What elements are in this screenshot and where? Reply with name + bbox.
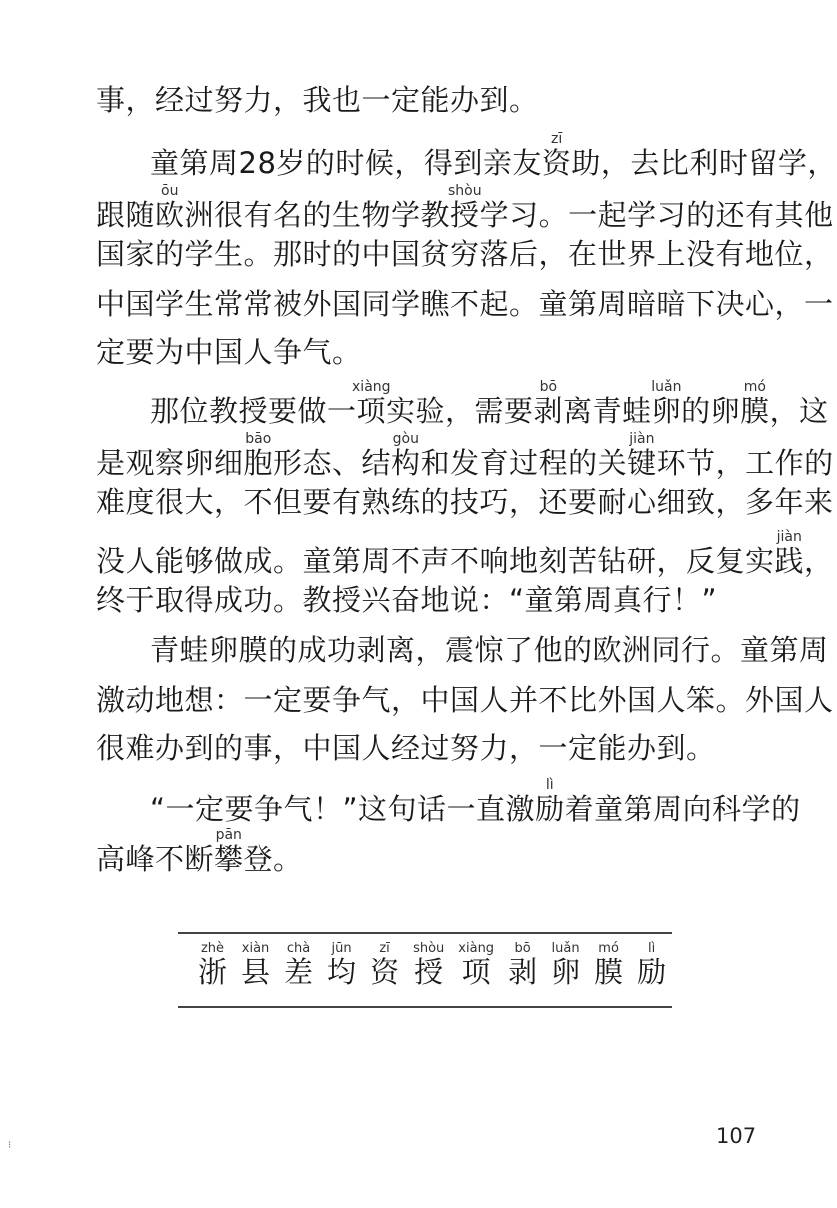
pinyin: mó xyxy=(740,379,770,395)
vocab-char: 励lì xyxy=(637,941,667,989)
page-number: 107 xyxy=(716,1124,757,1148)
pinyin: jūn xyxy=(327,941,357,956)
text-span: 青蛙卵膜的成功剥离，震惊了他的欧洲同行。童第周 xyxy=(150,633,829,667)
vocab-list xyxy=(198,942,666,991)
vocab-char: 浙zhè xyxy=(198,941,228,989)
vocab-char: 项xiàng xyxy=(458,941,495,989)
pinyin: xiàng xyxy=(458,941,495,956)
text-line xyxy=(96,828,756,879)
text-span: 童第周28岁的时候，得到亲友 xyxy=(150,146,542,180)
text-span: 定要为中国人争气。 xyxy=(96,335,362,369)
text-span: 是观察卵细 xyxy=(96,446,244,480)
pinyin: luǎn xyxy=(651,379,682,395)
pinyin: lì xyxy=(637,941,667,956)
text-line xyxy=(96,234,834,274)
pinyin: gòu xyxy=(391,431,421,447)
text-span: 环节，工作的 xyxy=(656,446,834,480)
text-span: 没人能够做成。童第周不声不响地刻苦钻研，反复实 xyxy=(96,544,775,578)
pinyin: pān xyxy=(214,827,244,843)
pinyin: zī xyxy=(541,131,572,147)
vocab-char: 差chà xyxy=(284,941,314,989)
text-span: 学习。一起学习的还有其他 xyxy=(479,198,834,232)
pinyin: jiàn xyxy=(627,431,657,447)
annotated-char: 攀pān xyxy=(214,827,244,876)
text-line xyxy=(150,630,829,670)
pinyin: jiàn xyxy=(774,529,805,545)
pinyin: shòu xyxy=(413,941,445,956)
text-line xyxy=(96,183,834,235)
annotated-char: 剥bō xyxy=(533,379,564,428)
text-line xyxy=(96,580,756,620)
text-span: ， xyxy=(804,544,834,578)
vocab-char: 县xiàn xyxy=(241,941,271,989)
vocab-char: 卵luǎn xyxy=(551,941,581,989)
text-span: 助，去比利时留学， xyxy=(571,146,837,180)
bottom-rule xyxy=(178,1006,672,1008)
vocab-char: 授shòu xyxy=(413,941,445,989)
text-span: 难度很大，不但要有熟练的技巧，还要耐心细致，多年来 xyxy=(96,485,834,519)
pinyin: bō xyxy=(508,941,538,956)
annotated-char: 授shòu xyxy=(448,183,482,232)
text-line xyxy=(96,482,834,522)
vocab-char: 膜mó xyxy=(594,941,624,989)
pinyin: ōu xyxy=(155,183,185,199)
pinyin: zī xyxy=(370,941,400,956)
text-span: 离青蛙 xyxy=(563,394,652,428)
text-line xyxy=(96,680,834,720)
vocab-char: 资zī xyxy=(370,941,400,989)
annotated-char: 践jiàn xyxy=(774,529,805,578)
text-span: 实验，需要 xyxy=(386,394,534,428)
pinyin: mó xyxy=(594,941,624,956)
text-span: 的卵 xyxy=(681,394,741,428)
annotated-char: 构gòu xyxy=(391,431,421,480)
annotated-char: 卵luǎn xyxy=(651,379,682,428)
text-span: “一定要争气！”这句话一直激 xyxy=(150,792,536,826)
text-span: 国家的学生。那时的中国贫穷落后，在世界上没有地位， xyxy=(96,237,834,271)
pinyin: chà xyxy=(284,941,314,956)
pinyin: bō xyxy=(533,379,564,395)
text-line xyxy=(96,80,756,120)
top-rule xyxy=(178,932,672,934)
new-characters-box xyxy=(178,932,672,1008)
text-span: 激动地想：一定要争气，中国人并不比外国人笨。外国人 xyxy=(96,683,834,717)
text-line xyxy=(150,777,801,829)
pinyin: lì xyxy=(535,777,565,793)
annotated-char: 励lì xyxy=(535,777,565,826)
scan-mark: ⁝ xyxy=(8,1140,12,1151)
pinyin: shòu xyxy=(448,183,482,199)
text-line xyxy=(150,131,837,183)
text-line xyxy=(96,431,834,483)
text-line xyxy=(96,332,756,372)
text-span: 事，经过努力，我也一定能办到。 xyxy=(96,83,539,117)
vocab-char: 剥bō xyxy=(508,941,538,989)
annotated-char: 项xiàng xyxy=(352,379,391,428)
text-line xyxy=(96,529,834,581)
text-span: 终于取得成功。教授兴奋地说：“童第周真行！” xyxy=(96,583,718,617)
annotated-char: 欧ōu xyxy=(155,183,185,232)
text-span: 和发育过程的关 xyxy=(420,446,628,480)
text-span: ，这 xyxy=(769,394,829,428)
pinyin: xiàn xyxy=(241,941,271,956)
pinyin: zhè xyxy=(198,941,227,956)
vocab-char: 均jūn xyxy=(327,941,357,989)
annotated-char: 膜mó xyxy=(740,379,770,428)
text-span: 高峰不断 xyxy=(96,842,215,876)
annotated-char: 键jiàn xyxy=(627,431,657,480)
text-line xyxy=(96,284,834,324)
text-span: 那位教授要做一 xyxy=(150,394,357,428)
annotated-char: 资zī xyxy=(541,131,572,180)
text-line xyxy=(96,728,756,768)
pinyin: bāo xyxy=(243,431,274,447)
text-span: 形态、结 xyxy=(273,446,392,480)
annotated-char: 胞bāo xyxy=(243,431,274,480)
text-span: 洲很有名的生物学教 xyxy=(184,198,451,232)
pinyin: xiàng xyxy=(352,379,391,395)
text-line xyxy=(150,379,829,431)
text-span: 中国学生常常被外国同学瞧不起。童第周暗暗下决心，一 xyxy=(96,287,834,321)
text-span: 跟随 xyxy=(96,198,156,232)
text-span: 着童第周向科学的 xyxy=(564,792,801,826)
pinyin: luǎn xyxy=(551,941,581,956)
text-span: 很难办到的事，中国人经过努力，一定能办到。 xyxy=(96,731,716,765)
text-span: 登。 xyxy=(243,842,303,876)
